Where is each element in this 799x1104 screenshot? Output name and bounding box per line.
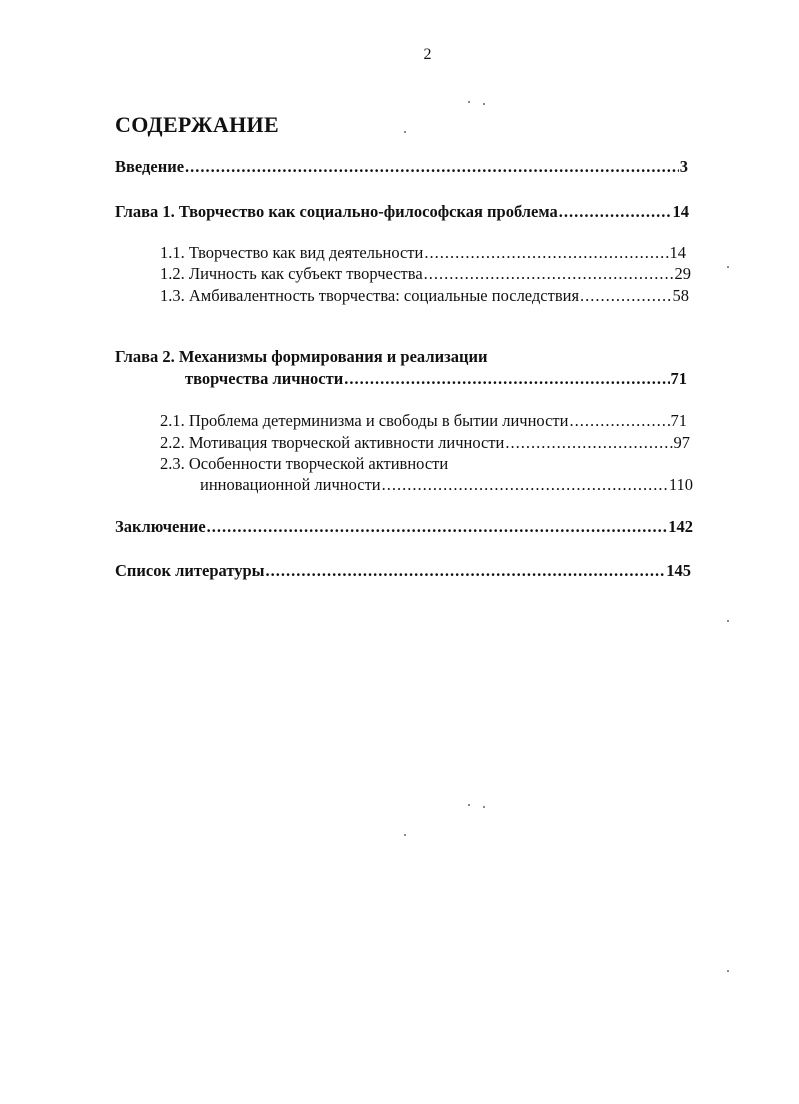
- toc-entry-page: 71: [670, 369, 687, 388]
- scan-speck: [468, 804, 470, 806]
- toc-entry-label: 2.1. Проблема детерминизма и свободы в бытии личности: [160, 411, 569, 430]
- toc-entry-conclusion[interactable]: [115, 516, 693, 538]
- scan-speck: [468, 101, 470, 103]
- toc-entry-page: 145: [666, 561, 691, 580]
- toc-entry-label: инновационной личности: [200, 475, 381, 494]
- toc-entry-page: 58: [672, 286, 689, 305]
- toc-title: СОДЕРЖАНИЕ: [115, 112, 279, 137]
- toc-entry-page: 14: [672, 202, 689, 221]
- dot-leader: [424, 242, 668, 264]
- scan-speck: [483, 806, 485, 808]
- toc-entry-page: 110: [668, 475, 693, 494]
- toc-entry-section-2-3-line1[interactable]: 2.3. Особенности творческой активности: [160, 454, 449, 473]
- dot-leader: [344, 368, 669, 390]
- toc-entry-section-2-2[interactable]: [160, 432, 690, 454]
- toc-entry-page: 97: [673, 433, 690, 452]
- scan-speck: [727, 620, 729, 622]
- toc-entry-section-2-1[interactable]: [160, 410, 687, 432]
- scan-speck: [404, 131, 406, 133]
- dot-leader: [266, 560, 666, 582]
- toc-entry-label: Глава 1. Творчество как социально-философская проблема: [115, 202, 558, 221]
- scan-speck: [727, 970, 729, 972]
- dot-leader: [505, 432, 672, 454]
- toc-entry-page: 142: [668, 517, 693, 536]
- toc-entry-page: 3: [679, 157, 688, 176]
- dot-leader: [580, 285, 671, 307]
- toc-entry-chapter-2[interactable]: [185, 368, 687, 390]
- scan-speck: [483, 103, 485, 105]
- toc-entry-label: Список литературы: [115, 561, 265, 580]
- toc-entry-label: 2.2. Мотивация творческой активности личности: [160, 433, 505, 452]
- toc-entry-page: 71: [670, 411, 687, 430]
- toc-entry-label: 1.1. Творчество как вид деятельности: [160, 243, 424, 262]
- toc-entry-chapter-2-line1[interactable]: Глава 2. Механизмы формирования и реализации: [115, 347, 488, 366]
- scan-speck: [404, 834, 406, 836]
- dot-leader: [424, 263, 674, 285]
- toc-entry-section-2-3[interactable]: [200, 474, 693, 496]
- toc-entry-section-1-1[interactable]: [160, 242, 686, 264]
- dot-leader: [559, 201, 672, 223]
- scan-speck: [727, 266, 729, 268]
- toc-entry-label: Заключение: [115, 517, 206, 536]
- toc-entry-introduction[interactable]: [115, 156, 688, 178]
- toc-entry-page: 14: [669, 243, 686, 262]
- toc-entry-label: 1.3. Амбивалентность творчества: социальные последствия: [160, 286, 580, 305]
- toc-entry-label: творчества личности: [185, 369, 344, 388]
- page-number: 2: [423, 46, 432, 63]
- toc-entry-section-1-3[interactable]: [160, 285, 689, 307]
- toc-entry-bibliography[interactable]: [115, 560, 691, 582]
- toc-entry-section-1-2[interactable]: [160, 263, 691, 285]
- dot-leader: [382, 474, 668, 496]
- dot-leader: [207, 516, 668, 538]
- toc-entry-page: 29: [674, 264, 691, 283]
- dot-leader: [185, 156, 679, 178]
- toc-entry-label: Введение: [115, 157, 185, 176]
- toc-entry-chapter-1[interactable]: [115, 201, 689, 223]
- toc-entry-label: 1.2. Личность как субъект творчества: [160, 264, 423, 283]
- dot-leader: [569, 410, 669, 432]
